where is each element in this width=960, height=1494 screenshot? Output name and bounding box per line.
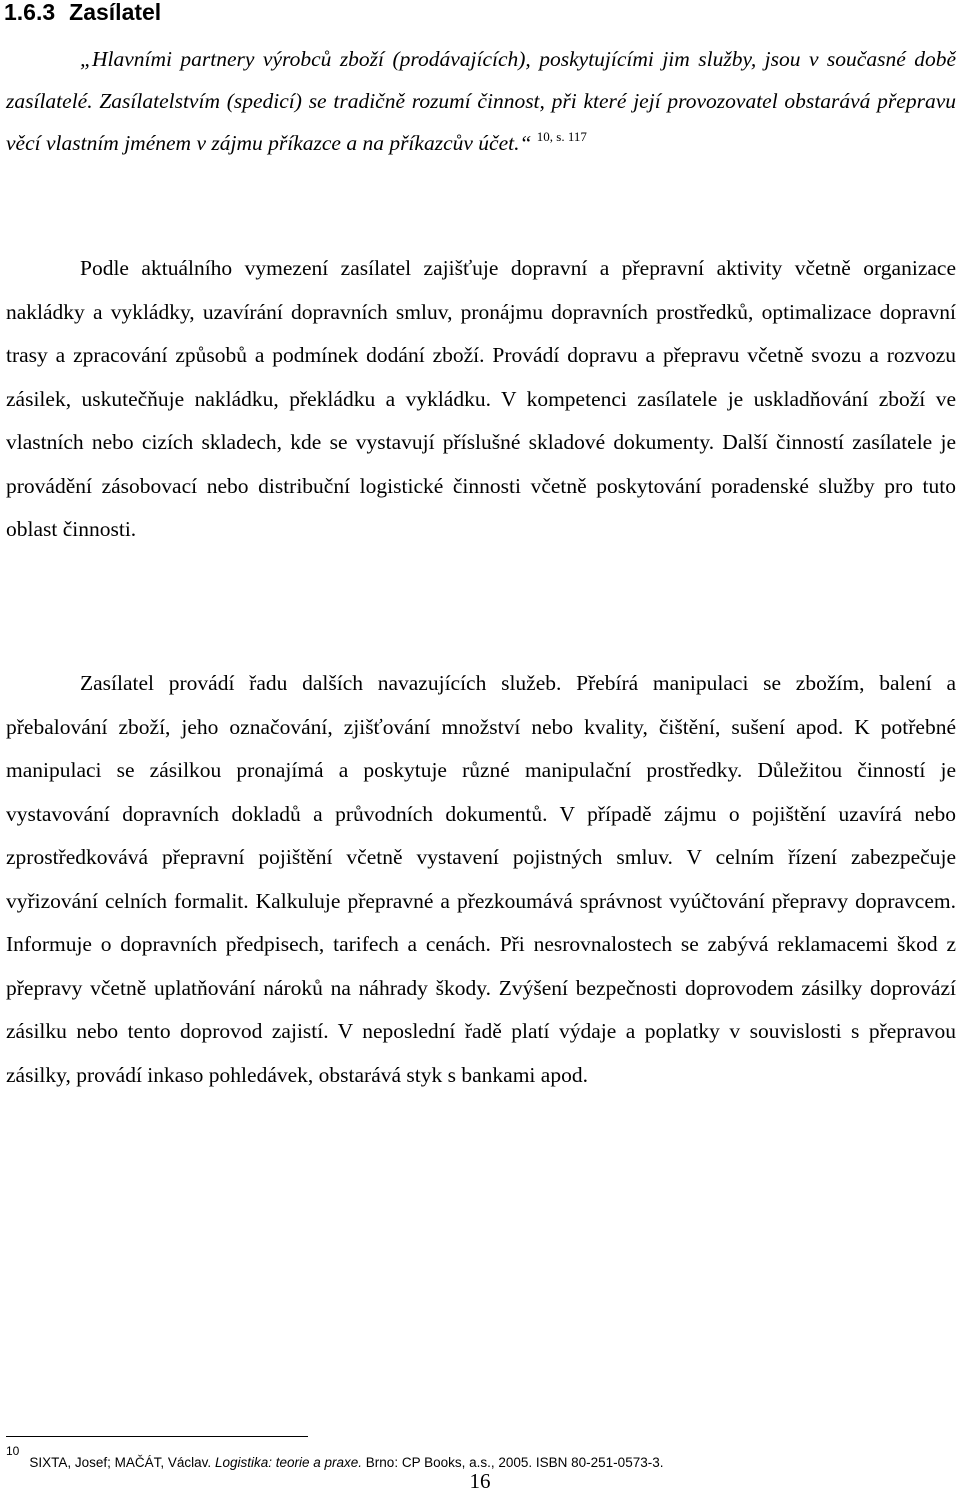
- footnote-authors: SIXTA, Josef; MAČÁT, Václav.: [29, 1455, 212, 1470]
- definition-quote: [6, 38, 956, 164]
- paragraph-2: Zasílatel provádí řadu dalších navazujících služeb. Přebírá manipulaci se zbožím, balení a přebalování zboží, jeho označování, zjišťování množství nebo kvality, čištění, sušení apod. K potřebné manipulaci se zásilkou pronajímá a poskytuje různé manipulační prostředky. Důležitou činností je vystavování dopravních dokladů a průvodních dokumentů. V případě zájmu o pojištění uzavírá nebo zprostředkovává přepravní pojištění včetně vystavení pojistných smluv. V celním řízení zabezpečuje vyřizování celních formalit. Kalkuluje přepravné a přezkoumává správnost vyúčtování přepravy dopravcem. Informuje o dopravních předpisech, tarifech a cenách. Při nesrovnalostech se zabývá reklamacemi škod z přepravy včetně uplatňování nároků na náhrady škody. Zvýšení bezpečnosti doprovodem zásilky doprovází zásilku nebo tento doprovod zajistí. V neposlední řadě platí výdaje a poplatky v souvislosti s přepravou zásilky, provádí inkaso pohledávek, obstarává styk s bankami apod.: [6, 671, 956, 1087]
- footnote-publisher: Brno: CP Books, a.s., 2005. ISBN 80-251-0573-3.: [365, 1455, 664, 1470]
- paragraph-1: Podle aktuálního vymezení zasílatel zajišťuje dopravní a přepravní aktivity včetně organizace nakládky a vykládky, uzavírání dopravních smluv, pronájmu dopravních prostředků, optimalizace dopravní trasy a zpracování způsobů a podmínek dodání zboží. Provádí dopravu a přepravu včetně svozu a rozvozu zásilek, uskutečňuje nakládku, překládku a vykládku. V kompetenci zasílatele je uskladňování zboží ve vlastních nebo cizích skladech, kde se vystavují příslušné skladové dokumenty. Další činností zasílatele je provádění zásobovací nebo distribuční logistické činnosti včetně poskytování poradenské služby pro tuto oblast činnosti.: [6, 256, 956, 541]
- footnote-number: 10: [6, 1444, 20, 1458]
- page-number: 16: [469, 1469, 491, 1493]
- footnote: [6, 1442, 906, 1470]
- section-heading: [4, 0, 161, 28]
- quote-reference: 10, s. 117: [536, 129, 587, 144]
- section-number: 1.6.3: [4, 0, 56, 25]
- footnote-separator: [6, 1436, 308, 1437]
- quote-text: „Hlavními partnery výrobců zboží (prodávajících), poskytujícími jim služby, jsou v současné době zasílatelé. Zasílatelstvím (spedicí) se tradičně rozumí činnost, při které její provozovatel obstarává přepravu věcí vlastním jménem v zájmu příkazce a na příkazcův účet.“: [6, 47, 956, 155]
- footnote-title: Logistika: teorie a praxe.: [214, 1455, 363, 1470]
- section-title: Zasílatel: [69, 0, 162, 25]
